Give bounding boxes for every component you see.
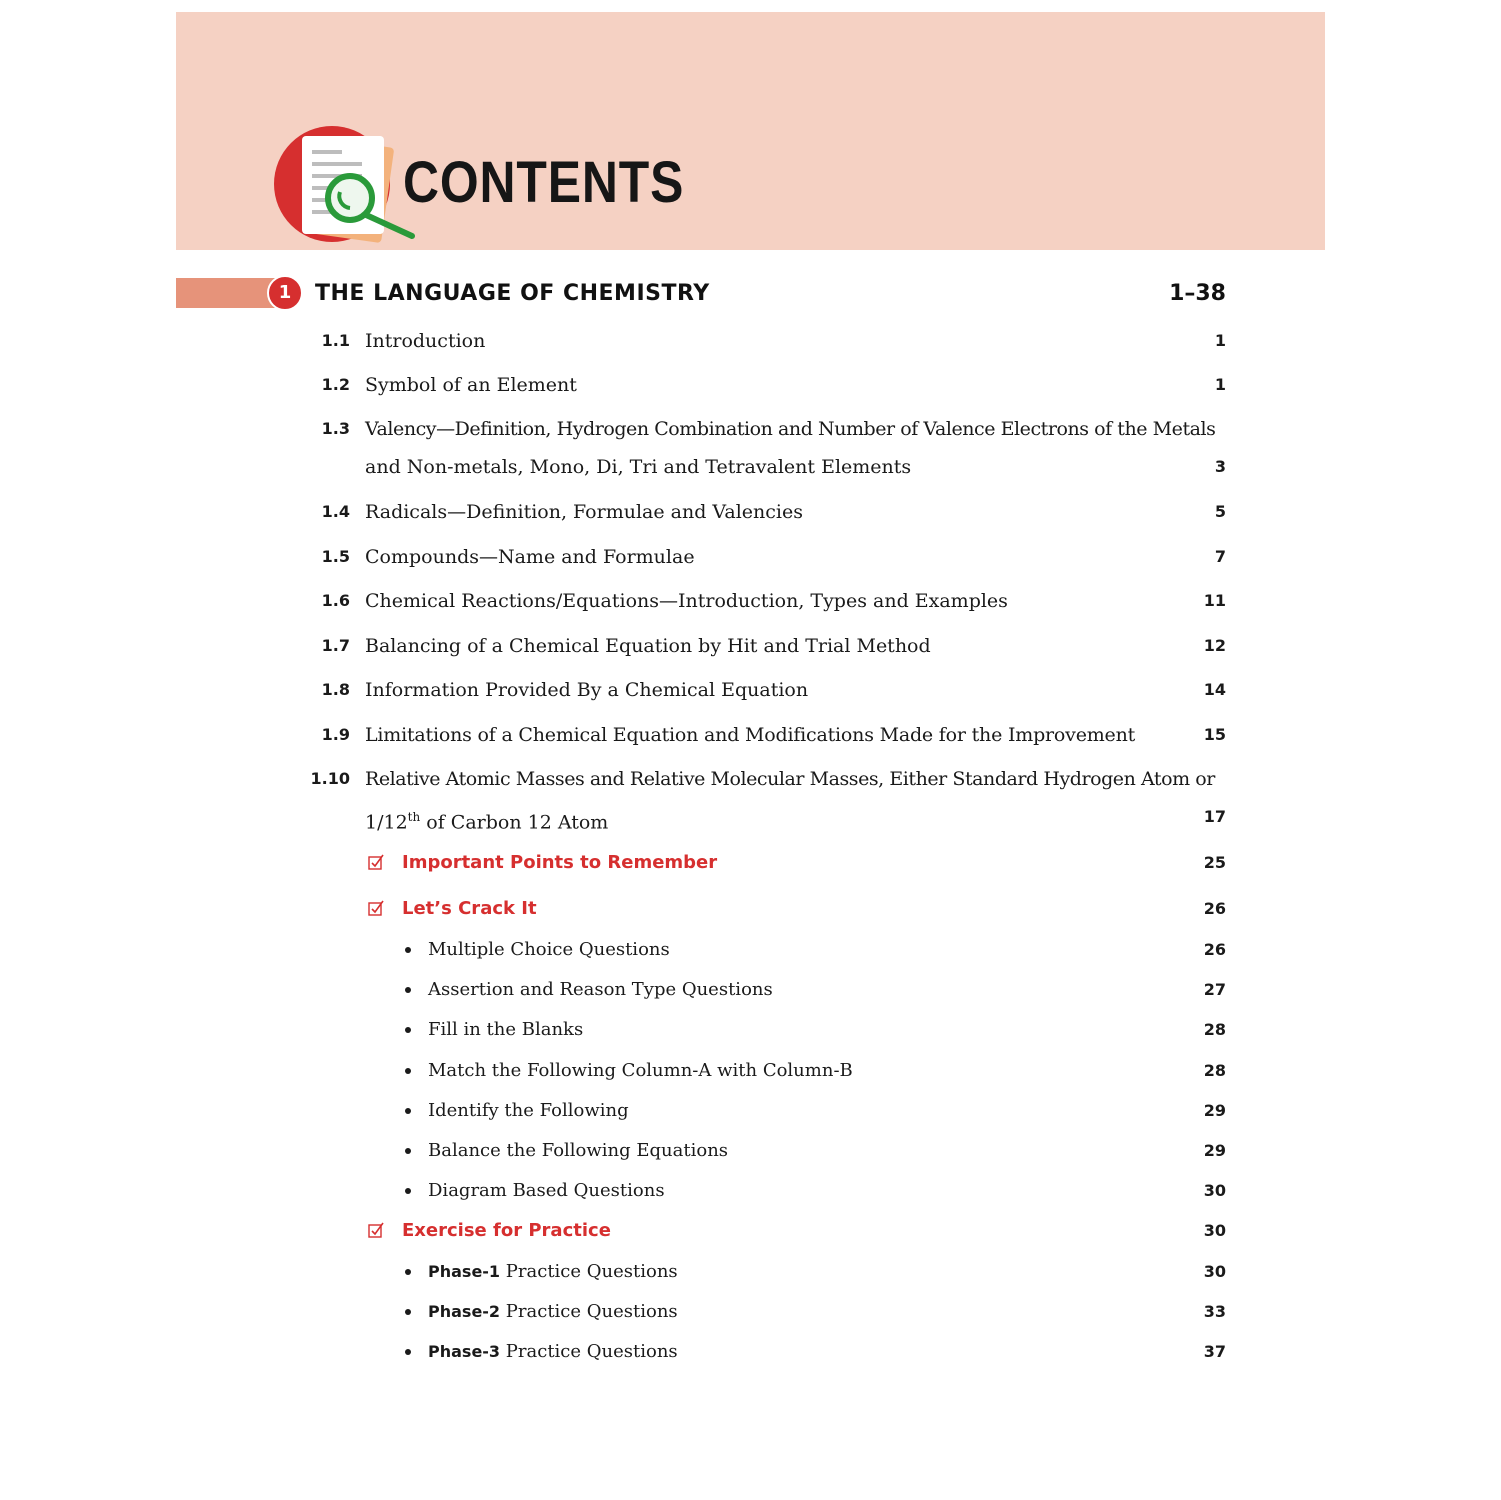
checkbox-icon (368, 854, 384, 870)
toc-section-row[interactable] (0, 542, 1501, 572)
sub-item-page: 33 (1203, 1302, 1226, 1321)
toc-sub-item[interactable] (0, 1136, 1501, 1166)
bullet-icon (405, 1027, 411, 1033)
toc-section-row[interactable] (0, 631, 1501, 661)
sub-item-page: 28 (1203, 1020, 1226, 1039)
section-page: 12 (1203, 636, 1226, 655)
toc-feature-row[interactable] (0, 1216, 1501, 1246)
bullet-icon (405, 1309, 411, 1315)
section-title: Valency—Definition, Hydrogen Combination and Number of Valence Electrons of the Metals (365, 418, 1216, 440)
section-title: Relative Atomic Masses and Relative Molecular Masses, Either Standard Hydrogen Atom or (365, 768, 1215, 790)
section-title: Limitations of a Chemical Equation and Modifications Made for the Improvement (365, 724, 1136, 746)
toc-sub-item[interactable] (0, 1297, 1501, 1327)
toc-sub-item[interactable] (0, 1096, 1501, 1126)
toc-sub-item[interactable] (0, 1337, 1501, 1367)
chapter-title: THE LANGUAGE OF CHEMISTRY (315, 281, 710, 306)
checkbox-icon (368, 1222, 384, 1238)
toc-section-row[interactable] (0, 414, 1501, 478)
contents-logo-icon (272, 124, 422, 244)
bullet-icon (405, 987, 411, 993)
toc-section-row[interactable] (0, 675, 1501, 705)
section-number: 1.3 (321, 419, 350, 438)
sub-item-page: 27 (1203, 980, 1226, 999)
section-number: 1.8 (321, 680, 350, 699)
section-number: 1.2 (321, 375, 350, 394)
section-number: 1.10 (310, 769, 350, 788)
sub-item-title: Fill in the Blanks (428, 1019, 584, 1040)
sub-item-page: 30 (1203, 1262, 1226, 1281)
section-title: Compounds—Name and Formulae (365, 546, 695, 568)
sub-item-title: Multiple Choice Questions (428, 939, 670, 960)
toc-section-row[interactable] (0, 720, 1501, 750)
sub-item-title: Identify the Following (428, 1100, 629, 1121)
sub-item-title: Balance the Following Equations (428, 1140, 729, 1161)
section-title: Chemical Reactions/Equations—Introduction, Types and Examples (365, 590, 1008, 612)
sub-item-page: 29 (1203, 1101, 1226, 1120)
sub-item-page: 28 (1203, 1061, 1226, 1080)
toc-section-row[interactable] (0, 586, 1501, 616)
chapter-number-badge: 1 (267, 275, 303, 311)
sub-item-page: 37 (1203, 1342, 1226, 1361)
bullet-icon (405, 1269, 411, 1275)
section-number: 1.5 (321, 547, 350, 566)
toc-sub-item[interactable] (0, 975, 1501, 1005)
section-page: 7 (1214, 547, 1226, 566)
toc-feature-row[interactable] (0, 894, 1501, 924)
feature-page: 25 (1203, 853, 1226, 872)
toc-sub-item[interactable] (0, 1176, 1501, 1206)
toc-section-row[interactable] (0, 497, 1501, 527)
section-number: 1.6 (321, 591, 350, 610)
toc-section-row[interactable] (0, 370, 1501, 400)
chapter-accent-bar (176, 278, 276, 308)
sub-item-page: 29 (1203, 1141, 1226, 1160)
section-title: Information Provided By a Chemical Equation (365, 679, 809, 701)
feature-title: Let’s Crack It (402, 898, 537, 919)
section-page: 14 (1203, 680, 1226, 699)
section-number: 1.7 (321, 636, 350, 655)
bullet-icon (405, 1349, 411, 1355)
section-page: 1 (1214, 375, 1226, 394)
section-title: Symbol of an Element (365, 374, 577, 396)
toc-section-row[interactable] (0, 326, 1501, 356)
checkbox-icon (368, 900, 384, 916)
sub-item-title: Phase-1 Practice Questions (428, 1261, 678, 1282)
sub-item-page: 30 (1203, 1181, 1226, 1200)
section-title-continued: 1/12th of Carbon 12 Atom (365, 810, 609, 834)
bullet-icon (405, 1188, 411, 1194)
section-page: 11 (1203, 591, 1226, 610)
sub-item-title: Match the Following Column-A with Column-B (428, 1060, 853, 1081)
section-number: 1.4 (321, 502, 350, 521)
toc-sub-item[interactable] (0, 1056, 1501, 1086)
sub-item-title: Phase-3 Practice Questions (428, 1341, 678, 1362)
feature-page: 26 (1203, 899, 1226, 918)
sub-item-title: Phase-2 Practice Questions (428, 1301, 678, 1322)
section-number: 1.9 (321, 725, 350, 744)
toc-sub-item[interactable] (0, 1015, 1501, 1045)
feature-page: 30 (1203, 1221, 1226, 1240)
section-title-continued: and Non-metals, Mono, Di, Tri and Tetravalent Elements (365, 456, 912, 478)
section-page: 3 (1214, 457, 1226, 476)
section-page: 5 (1214, 502, 1226, 521)
sub-item-page: 26 (1203, 940, 1226, 959)
bullet-icon (405, 1068, 411, 1074)
section-title: Balancing of a Chemical Equation by Hit and Trial Method (365, 635, 931, 657)
sub-item-title: Assertion and Reason Type Questions (428, 979, 773, 1000)
page-title: CONTENTS (403, 150, 685, 215)
bullet-icon (405, 1108, 411, 1114)
bullet-icon (405, 947, 411, 953)
section-title: Introduction (365, 330, 486, 352)
toc-sub-item[interactable] (0, 1257, 1501, 1287)
sub-item-title: Diagram Based Questions (428, 1180, 665, 1201)
section-title: Radicals—Definition, Formulae and Valencies (365, 501, 803, 523)
toc-feature-row[interactable] (0, 848, 1501, 878)
bullet-icon (405, 1148, 411, 1154)
feature-title: Exercise for Practice (402, 1220, 611, 1241)
toc-section-row[interactable] (0, 764, 1501, 834)
section-page: 17 (1203, 807, 1226, 826)
chapter-page-range: 1–38 (1169, 281, 1226, 306)
section-page: 1 (1214, 331, 1226, 350)
feature-title: Important Points to Remember (402, 852, 718, 873)
section-page: 15 (1203, 725, 1226, 744)
section-number: 1.1 (321, 331, 350, 350)
toc-sub-item[interactable] (0, 935, 1501, 965)
